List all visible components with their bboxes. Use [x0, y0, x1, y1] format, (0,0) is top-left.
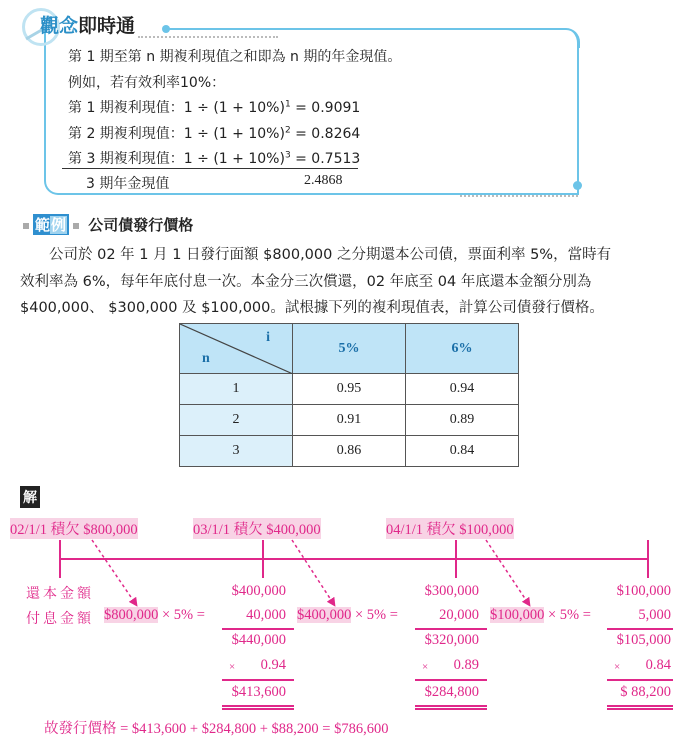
- example-paragraph-line: $400,000、 $300,000 及 $100,000。試根據下列的複利現值表，計算公司債發行價格。: [20, 300, 604, 316]
- principal-label: 還本金額: [26, 586, 94, 602]
- product-rule: [607, 679, 673, 681]
- table-cell: 0.84: [406, 436, 519, 467]
- col3-pv: $ 88,200: [620, 684, 671, 700]
- table-header-6pct: 6%: [406, 324, 519, 374]
- calc-base: $800,000: [104, 607, 159, 623]
- col3-interest: 5,000: [638, 607, 671, 623]
- owed-label-04: 04/1/1 積欠 $100,000: [386, 518, 514, 539]
- table-cell: 0.91: [293, 405, 406, 436]
- calc-rate: × 5% =: [158, 607, 205, 623]
- col1-principal: $400,000: [231, 583, 286, 599]
- conclusion: 故發行價格 = $413,600 + $284,800 + $88,200 = $786,600: [44, 721, 389, 737]
- calc-row: [104, 607, 205, 624]
- table-cell-n: 1: [180, 374, 293, 405]
- example-title: 公司債發行價格: [88, 216, 194, 234]
- row-exponent: 2: [284, 125, 291, 136]
- table-header-5pct: 5%: [293, 324, 406, 374]
- col1-sum: $440,000: [231, 632, 286, 648]
- row-label: 第 1 期複利現值：1 ÷ (1 + 10%): [68, 100, 285, 116]
- calc-rate: × 5% =: [351, 607, 398, 623]
- owed-label-02: 02/1/1 積欠 $800,000: [10, 518, 138, 539]
- multiply-sign: ×: [614, 661, 621, 673]
- multiply-sign: ×: [229, 661, 236, 673]
- multiply-sign: ×: [422, 661, 429, 673]
- table-cell: 0.95: [293, 374, 406, 405]
- product-rule: [222, 679, 294, 681]
- col1-pv: $413,600: [231, 684, 286, 700]
- concept-line: 第 1 期至第 n 期複利現值之和即為 n 期的年金現值。: [68, 49, 402, 65]
- example-paragraph-line: 效利率為 6%，每年年底付息一次。本金分三次償還，02 年底至 04 年底還本金額分別為: [20, 274, 592, 290]
- corner-label-i: i: [266, 330, 270, 345]
- col2-principal: $300,000: [424, 583, 479, 599]
- concept-title-rest: 即時通: [78, 15, 136, 37]
- table-cell-n: 3: [180, 436, 293, 467]
- concept-total-label: 3 期年金現值: [86, 176, 170, 192]
- double-rule: [222, 705, 294, 710]
- col2-interest: 20,000: [439, 607, 479, 623]
- row-result: = 0.7513: [290, 151, 361, 167]
- concept-line: 例如，若有效利率10%：: [68, 75, 226, 91]
- product-rule: [415, 679, 487, 681]
- double-rule: [415, 705, 487, 710]
- col1-interest: 40,000: [246, 607, 286, 623]
- badge-char-1: 範: [35, 216, 51, 234]
- sum-rule: [607, 628, 673, 630]
- table-cell: 0.89: [406, 405, 519, 436]
- row-result: = 0.8264: [290, 126, 361, 142]
- table-cell: 0.94: [406, 374, 519, 405]
- row-exponent: 3: [284, 150, 291, 161]
- concept-total-value: 2.4868: [304, 173, 343, 188]
- double-rule: [607, 705, 673, 710]
- calc-row: [297, 607, 398, 624]
- badge-char-2: 例: [51, 216, 67, 234]
- calc-base: $400,000: [297, 607, 352, 623]
- example-paragraph-line: 公司於 02 年 1 月 1 日發行面額 $800,000 之分期還本公司債，票面利率 5%，當時有: [20, 247, 612, 263]
- calc-base: $100,000: [490, 607, 545, 623]
- calc-rate: × 5% =: [544, 607, 591, 623]
- col2-pv: $284,800: [424, 684, 479, 700]
- concept-title-highlight: 觀念: [40, 15, 79, 37]
- sum-rule: [222, 628, 294, 630]
- row-result: = 0.9091: [290, 100, 361, 116]
- table-cell-n: 2: [180, 405, 293, 436]
- col2-sum: $320,000: [424, 632, 479, 648]
- col3-sum: $105,000: [616, 632, 671, 648]
- owed-label-03: 03/1/1 積欠 $400,000: [193, 518, 321, 539]
- col2-factor: 0.89: [453, 657, 479, 673]
- sum-rule: [415, 628, 487, 630]
- corner-label-n: n: [202, 351, 210, 366]
- row-label: 第 3 期複利現值：1 ÷ (1 + 10%): [68, 151, 285, 167]
- calc-row: [490, 607, 591, 624]
- row-exponent: 1: [284, 99, 291, 110]
- row-label: 第 2 期複利現值：1 ÷ (1 + 10%): [68, 126, 285, 142]
- col1-factor: 0.94: [260, 657, 286, 673]
- solution-badge: 解: [20, 486, 40, 508]
- interest-label: 付息金額: [26, 611, 94, 627]
- col3-factor: 0.84: [645, 657, 671, 673]
- table-cell: 0.86: [293, 436, 406, 467]
- col3-principal: $100,000: [616, 583, 671, 599]
